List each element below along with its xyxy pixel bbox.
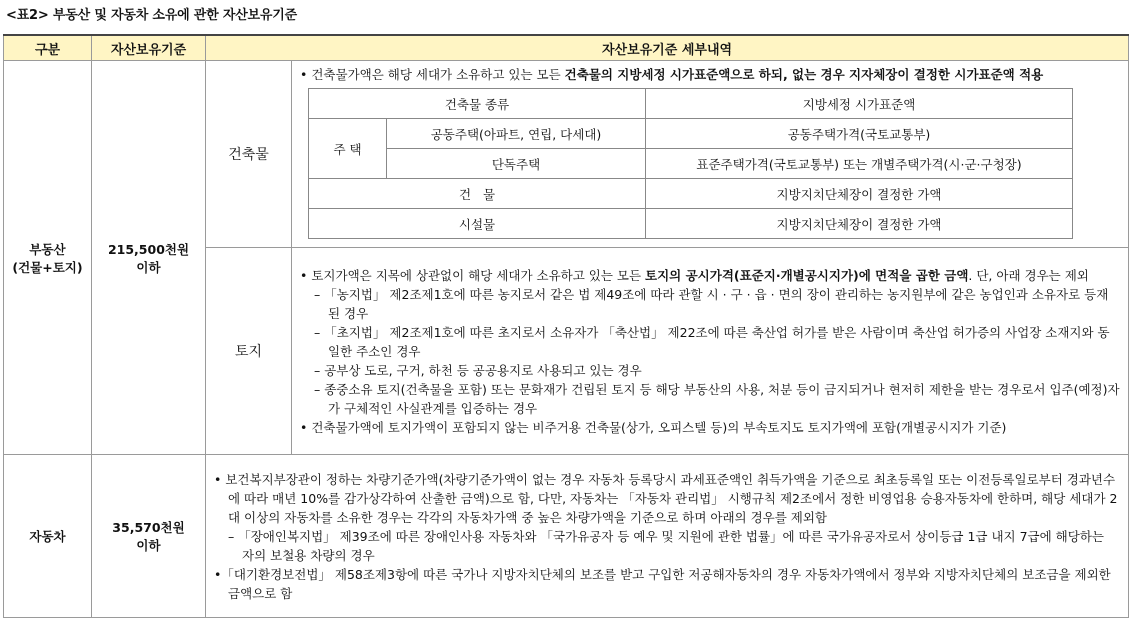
vehicle-bullet-2: •「대기환경보전법」 제58조제3항에 따른 국가나 지방자치단체의 보조를 받고 구입한 저공해자동차의 경우 자동차가액에서 정부와 지방자치단체의 보조금을 제외한 금액으로 함 (214, 566, 1111, 601)
building-type-cell: 시설물 (309, 209, 646, 239)
building-label: 건축물 (206, 61, 292, 248)
page-title: <표2> 부동산 및 자동차 소유에 관한 자산보유기준 (6, 8, 297, 23)
real-estate-building-row (4, 61, 1129, 248)
land-bullet-1-suffix: . 단, 아래 경우는 제외 (968, 267, 1089, 283)
house-label: 주 택 (309, 119, 387, 179)
building-bullet-prefix: • 건축물가액은 해당 세대가 소유하고 있는 모든 (300, 67, 565, 82)
building-value-cell: 지방지치단체장이 결정한 가액 (646, 179, 1073, 209)
land-label: 토지 (206, 248, 292, 455)
vehicle-limit-suffix: 이하 (136, 538, 161, 553)
real-estate-limit-suffix: 이하 (136, 259, 161, 275)
vehicle-limit-cell (92, 455, 206, 618)
header-row (4, 35, 1129, 61)
land-exception-item: – 공부상 도로, 구거, 하천 등 공공용지로 사용되고 있는 경우 (314, 362, 642, 378)
asset-criteria-table (3, 34, 1129, 618)
building-value-cell: 공동주택가격(국토교통부) (646, 119, 1073, 149)
building-value-cell: 표준주택가격(국토교통부) 또는 개별주택가격(시·군·구청장) (646, 149, 1073, 179)
land-bullet-2: • 건축물가액에 토지가액이 포함되지 않는 비주거용 건축물(상가, 오피스텔 등)의 부속토지도 토지가액에 포함(개별공시지가 기준) (300, 419, 1007, 435)
land-details (292, 248, 1129, 455)
real-estate-limit-amount: 215,500천원 (107, 241, 190, 257)
header-category: 구분 (4, 35, 92, 61)
building-bullet-bold: 건축물의 지방세정 시가표준액으로 하되, 없는 경우 지자체장이 결정한 시가표준액 적용 (564, 67, 1044, 82)
land-exception-item: – 종중소유 토지(건축물을 포함) 또는 문화재가 건립된 토지 등 해당 부동산의 사용, 처분 등이 금지되거나 현저히 제한을 받는 경우로서 입주(예정)자가 구체적인 사실관계를 입증하는 경우 (314, 381, 1120, 416)
land-bullet-1-prefix: • 토지가액은 지목에 상관없이 해당 세대가 소유하고 있는 모든 (300, 267, 646, 283)
building-type-row (309, 209, 1073, 239)
land-exception-item: – 「농지법」 제2조제1호에 따른 농지로서 같은 법 제49조에 따라 관할 시 · 구 · 읍 · 면의 장이 관리하는 농지원부에 같은 농업인과 소유자로 등재된 경우 (314, 286, 1109, 321)
building-type-header-row (309, 89, 1073, 119)
header-asset-limit: 자산보유기준 (92, 35, 206, 61)
building-details (292, 61, 1129, 248)
header-details: 자산보유기준 세부내역 (206, 35, 1129, 61)
vehicle-category: 자동차 (4, 455, 92, 618)
vehicle-details (206, 455, 1129, 618)
building-type-cell: 단독주택 (387, 149, 646, 179)
building-type-row (309, 149, 1073, 179)
vehicle-row (4, 455, 1129, 618)
vehicle-exception-item: – 「장애인복지법」 제39조에 따른 장애인사용 자동차와 「국가유공자 등 예우 및 지원에 관한 법률」에 따른 국가유공자로서 상이등급 1급 내지 7급에 해당하는 자의 보철용 차량의 경우 (228, 528, 1104, 563)
real-estate-category-cell (4, 61, 92, 455)
real-estate-category: 부동산 (29, 241, 66, 257)
building-bullet (300, 65, 1120, 84)
real-estate-limit-cell (92, 61, 206, 455)
building-type-header: 건축물 종류 (309, 89, 646, 119)
land-bullet-1-bold: 토지의 공시가격(표준지·개별공시지가)에 면적을 곱한 금액 (645, 267, 969, 283)
vehicle-limit-amount: 35,570천원 (112, 520, 185, 535)
building-value-header: 지방세정 시가표준액 (646, 89, 1073, 119)
building-type-cell: 건 물 (309, 179, 646, 209)
building-type-row (309, 179, 1073, 209)
building-value-cell: 지방지치단체장이 결정한 가액 (646, 209, 1073, 239)
land-exception-item: – 「초지법」 제2조제1호에 따른 초지로서 소유자가 「축산법」 제22조에 따른 축산업 허가를 받은 사람이며 축산업 허가증의 사업장 소재지와 동일한 주소인 경우 (314, 324, 1110, 359)
vehicle-bullet-1: • 보건복지부장관이 정하는 차량기준가액(차량기준가액이 없는 경우 자동차 등록당시 과세표준액인 취득가액을 기준으로 최초등록일 또는 이전등록일로부터 경과년수에 따라 매년 10%를 감가상각하여 산출한 금액)으로 함, 다만, 자동차는 「자동차 관리법」 시행규칙 제2조에서 정한 비영업용 승용자동차에 한하며, 해당 세대가 2대 이상의 자동차를 소유한 경우는 각각의 자동차가액 중 높은 차량가액을 기준으로 하며 아래의 경우를 제외함 (214, 471, 1118, 525)
building-type-table (308, 88, 1073, 239)
building-type-row (309, 119, 1073, 149)
building-type-cell: 공동주택(아파트, 연립, 다세대) (387, 119, 646, 149)
land-bullet-1 (300, 266, 1120, 285)
real-estate-category-sub: (건물+토지) (12, 259, 83, 275)
